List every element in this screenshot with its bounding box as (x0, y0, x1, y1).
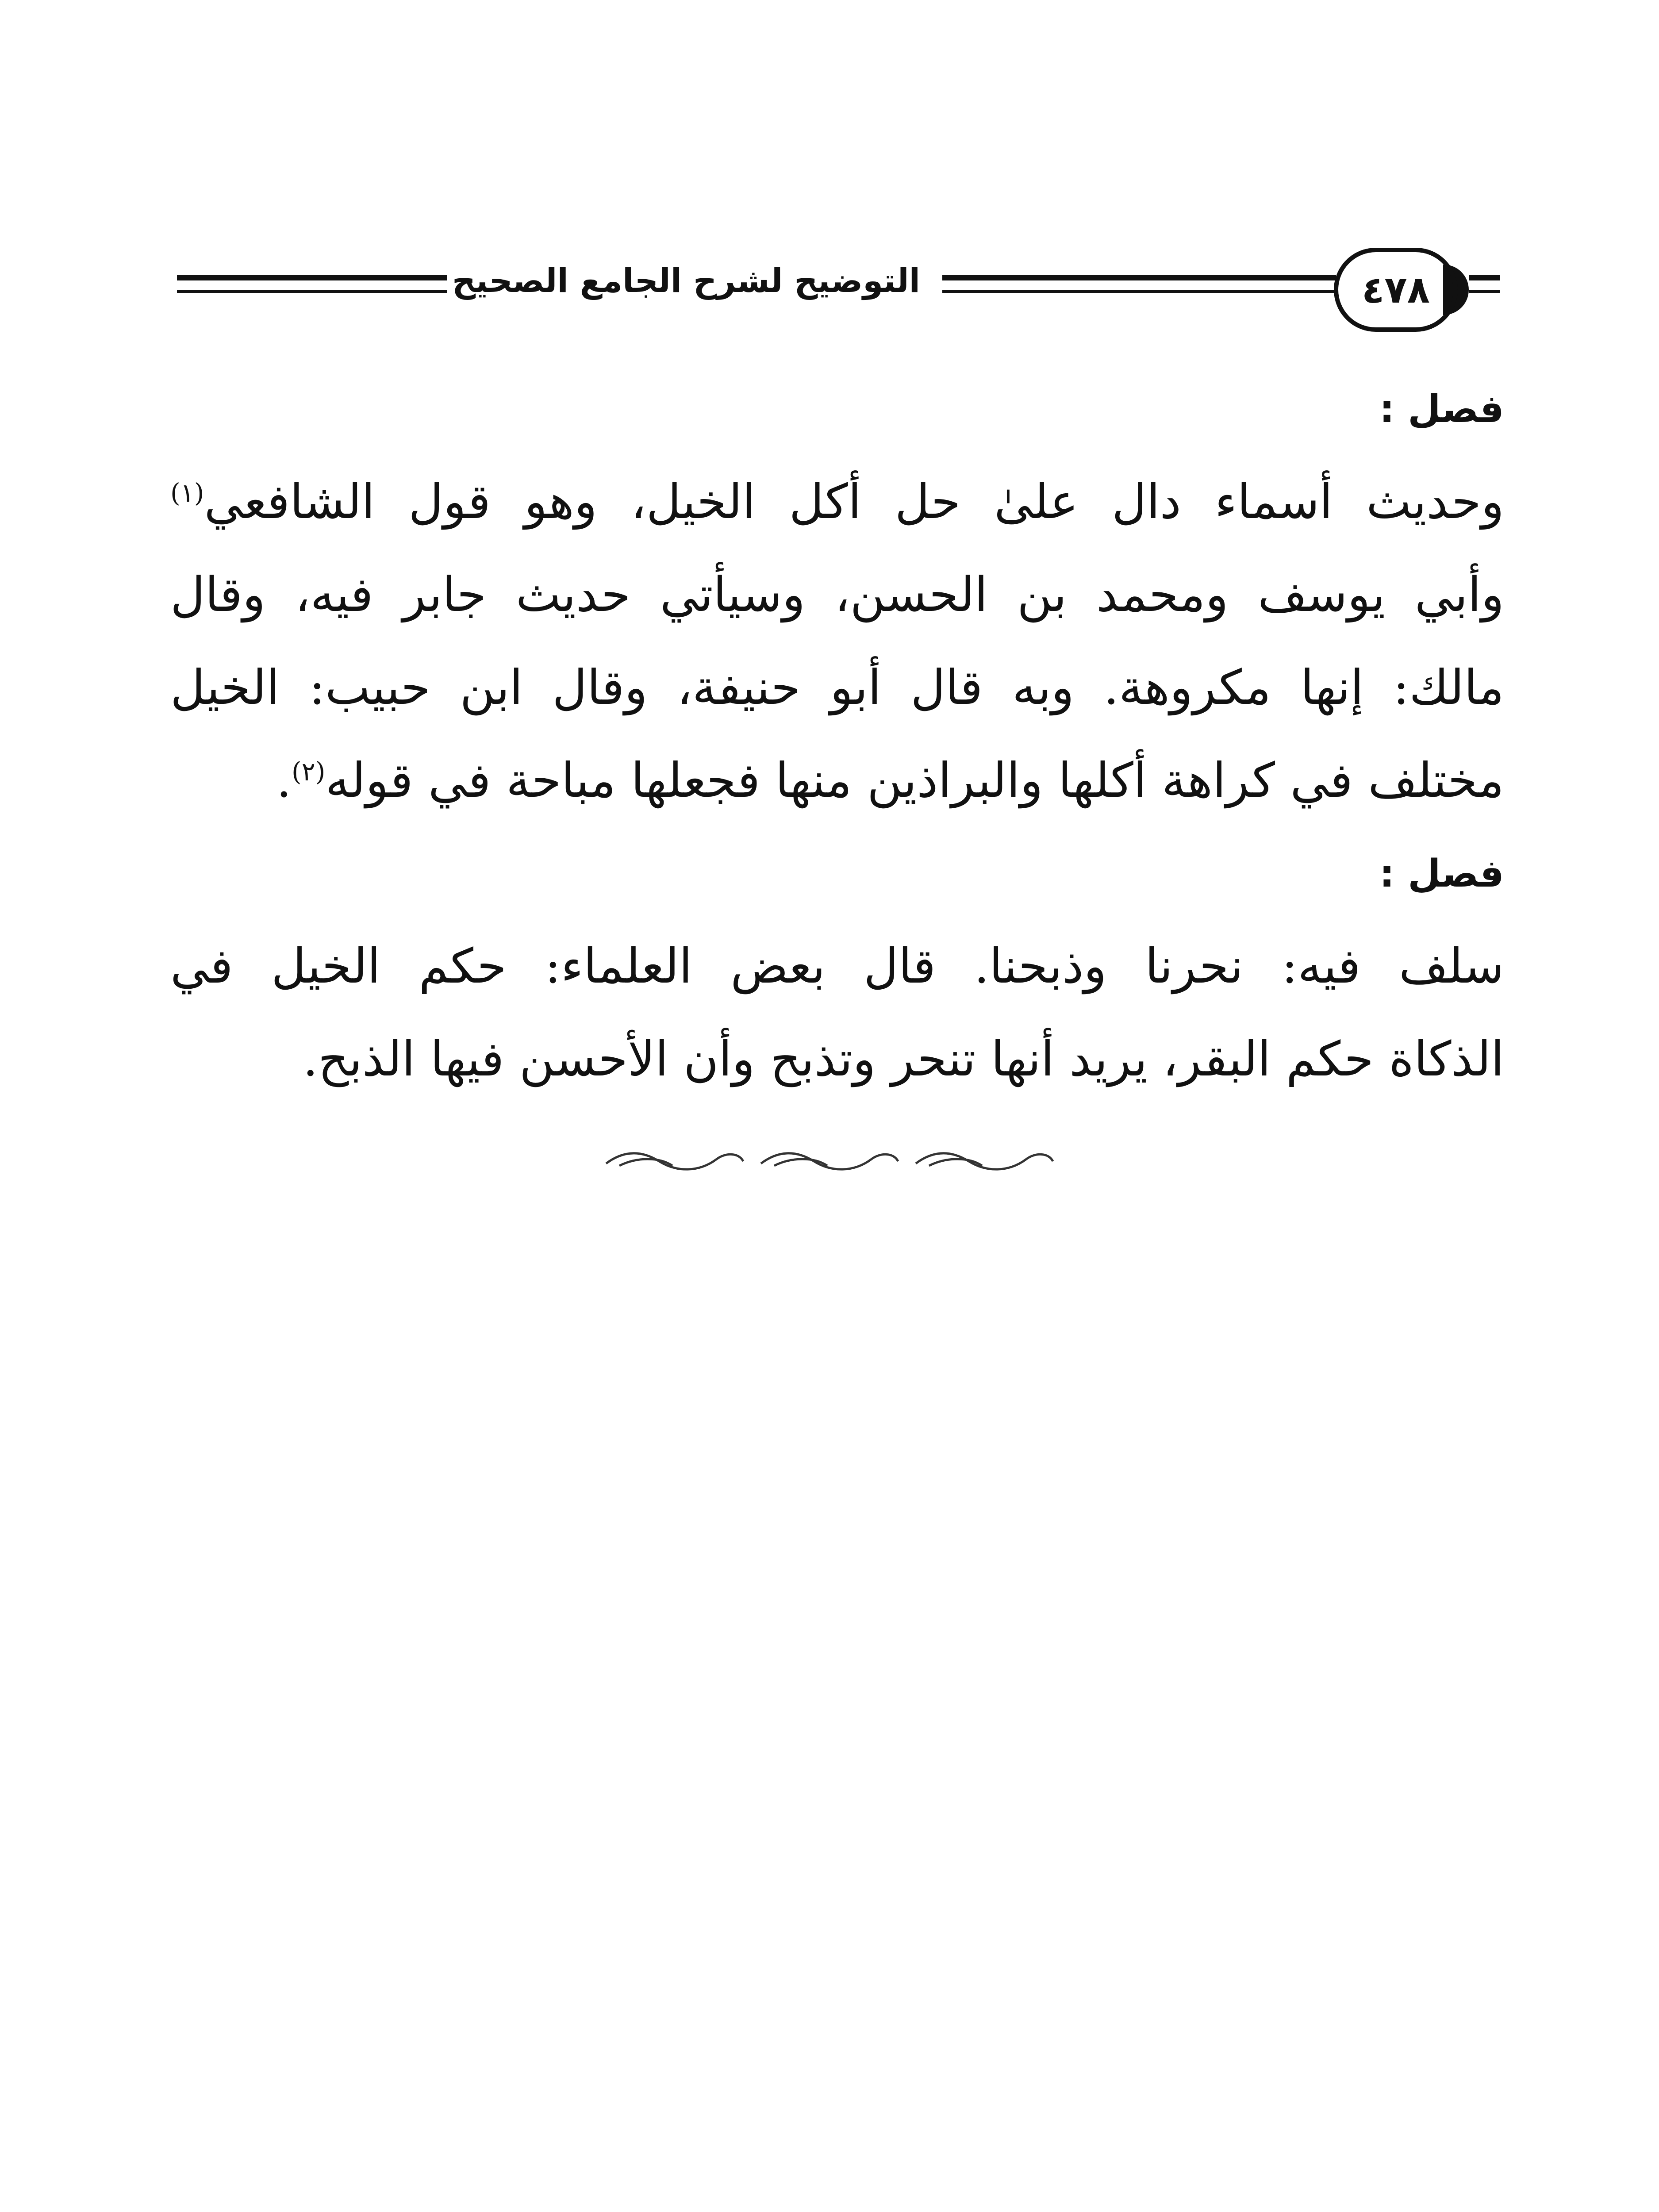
header-rule-right-bottom (942, 290, 1336, 293)
section-paragraph (170, 920, 1504, 1106)
header-rule-left-top (177, 275, 447, 280)
text-line: وأبي يوسف ومحمد بن الحسن، وسيأتي حديث جابر فيه، وقال (170, 567, 1504, 622)
page-number: ٤٧٨ (1334, 248, 1458, 332)
ornament-divider (597, 1146, 1062, 1177)
header-rule-right-top (942, 275, 1336, 280)
text-line: الذكاة حكم البقر، يريد أنها تنحر وتذبح وأن الأحسن فيها الذبح. (303, 1032, 1504, 1087)
footnote-mark: (٢) (292, 757, 326, 787)
section-heading: فصل : (1379, 852, 1504, 896)
header-rule-left-bottom (177, 290, 447, 293)
text-line: سلف فيه: نحرنا وذبحنا. قال بعض العلماء: حكم الخيل في (170, 939, 1504, 994)
section-heading: فصل : (1379, 387, 1504, 431)
page-header (177, 248, 1500, 354)
header-rule-edge-top (1469, 275, 1500, 280)
text-line: مختلف في كراهة أكلها والبراذين منها فجعلها مباحة في قوله$^{(٢)}$. (276, 753, 1504, 808)
header-rule-edge-bottom (1469, 290, 1500, 293)
section-paragraph (170, 456, 1504, 827)
text-line: وحديث أسماء دال علىٰ حل أكل الخيل، وهو قول الشافعي$^{(١)}$ (170, 474, 1504, 530)
text-line: مالك: إنها مكروهة. وبه قال أبو حنيفة، وقال ابن حبيب: الخيل (170, 660, 1504, 715)
running-title: التوضيح لشرح الجامع الصحيح (452, 262, 920, 300)
footnote-mark: (١) (170, 478, 204, 508)
